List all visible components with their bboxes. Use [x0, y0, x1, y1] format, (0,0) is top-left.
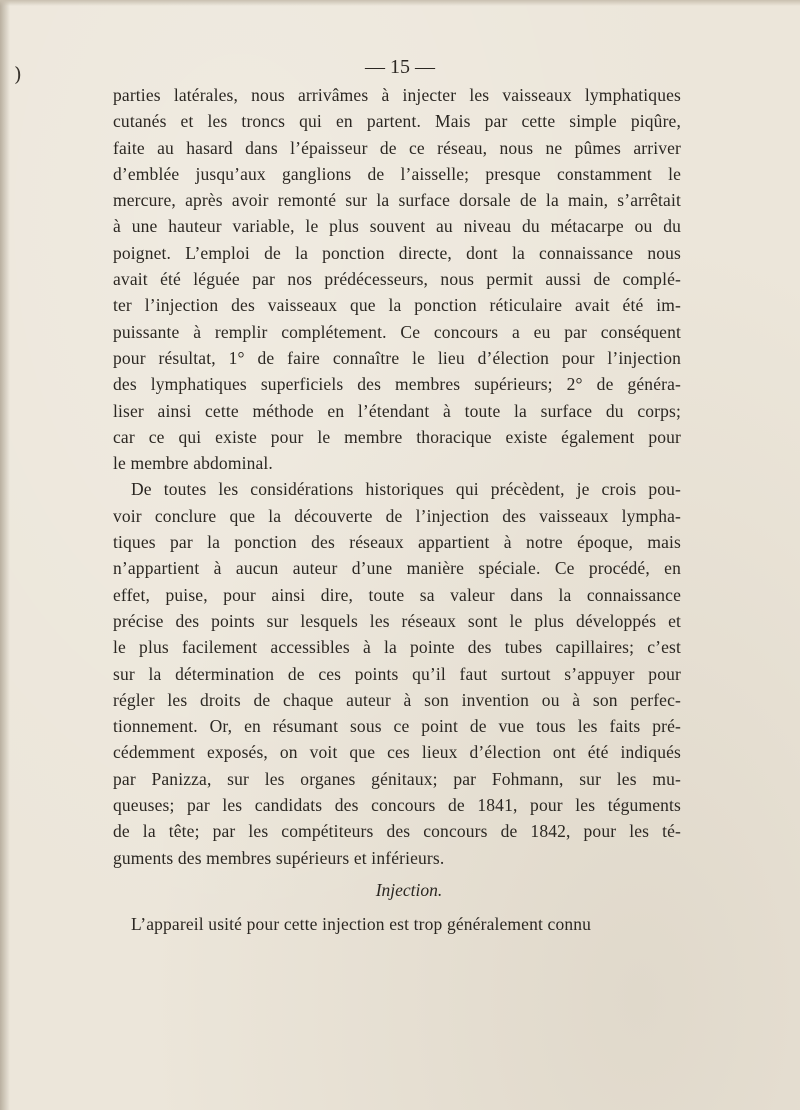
margin-mark: ) — [14, 62, 22, 86]
text-line: car ce qui existe pour le membre thoracique existe également pour — [113, 426, 681, 447]
section-heading: Injection. — [375, 879, 443, 900]
text-line: guments des membres supérieurs et inférieurs. — [113, 847, 445, 868]
page-edge-shadow — [0, 0, 10, 1110]
text-line: queuses; par les candidats des concours de 1841, pour les téguments — [113, 795, 681, 816]
text-line: puissante à remplir complétement. Ce concours a eu par conséquent — [113, 321, 681, 342]
text-line: tionnement. Or, en résumant sous ce point de vue tous les faits pré- — [113, 716, 681, 737]
text-line: régler les droits de chaque auteur à son invention ou à son perfec- — [113, 689, 681, 710]
text-line: le plus facilement accessibles à la pointe des tubes capillaires; c’est — [113, 637, 681, 658]
text-line: ter l’injection des vaisseaux que la ponction réticulaire avait été im- — [113, 295, 681, 316]
text-line: avait été léguée par nos prédécesseurs, nous permit aussi de complé- — [113, 269, 681, 290]
body-text — [113, 82, 681, 937]
text-line: tiques par la ponction des réseaux appartient à notre époque, mais — [113, 532, 681, 553]
text-line: à une hauteur variable, le plus souvent au niveau du métacarpe ou du — [113, 216, 681, 237]
text-line: sur la détermination de ces points qu’il faut surtout s’appuyer pour — [113, 663, 681, 684]
text-line: le membre abdominal. — [113, 453, 273, 474]
text-line: cédemment exposés, on voit que ces lieux d’élection ont été indiqués — [113, 742, 681, 763]
text-line: d’emblée jusqu’aux ganglions de l’aisselle; presque constamment le — [113, 163, 681, 184]
text-line: poignet. L’emploi de la ponction directe, dont la connaissance nous — [113, 242, 681, 263]
text-line: précise des points sur lesquels les réseaux sont le plus développés et — [113, 610, 681, 631]
text-line: pour résultat, 1° de faire connaître le lieu d’élection pour l’injection — [113, 347, 681, 368]
text-line: voir conclure que la découverte de l’injection des vaisseaux lympha- — [113, 505, 681, 526]
text-line: liser ainsi cette méthode en l’étendant à toute la surface du corps; — [113, 400, 681, 421]
text-line: de la tête; par les compétiteurs des concours de 1842, pour les té- — [113, 821, 681, 842]
text-line: De toutes les considérations historiques qui précèdent, je crois pou- — [131, 479, 681, 500]
text-line: L’appareil usité pour cette injection est trop généralement connu — [131, 913, 592, 934]
text-line: faite au hasard dans l’épaisseur de ce réseau, nous ne pûmes arriver — [113, 137, 681, 158]
text-line: cutanés et les troncs qui en partent. Mais par cette simple piqûre, — [113, 111, 681, 132]
text-line: par Panizza, sur les organes génitaux; par Fohmann, sur les mu- — [113, 768, 681, 789]
page-number: — 15 — — [365, 56, 435, 78]
text-line: effet, puise, pour ainsi dire, toute sa valeur dans la connaissance — [113, 584, 681, 605]
text-line: parties latérales, nous arrivâmes à injecter les vaisseaux lymphatiques — [113, 85, 681, 105]
text-line: n’appartient à aucun auteur d’une manière spéciale. Ce procédé, en — [113, 558, 681, 579]
page-top-shadow — [0, 0, 800, 6]
text-line: des lymphatiques superficiels des membres supérieurs; 2° de généra- — [113, 374, 681, 395]
text-line: mercure, après avoir remonté sur la surface dorsale de la main, s’arrêtait — [113, 190, 681, 211]
